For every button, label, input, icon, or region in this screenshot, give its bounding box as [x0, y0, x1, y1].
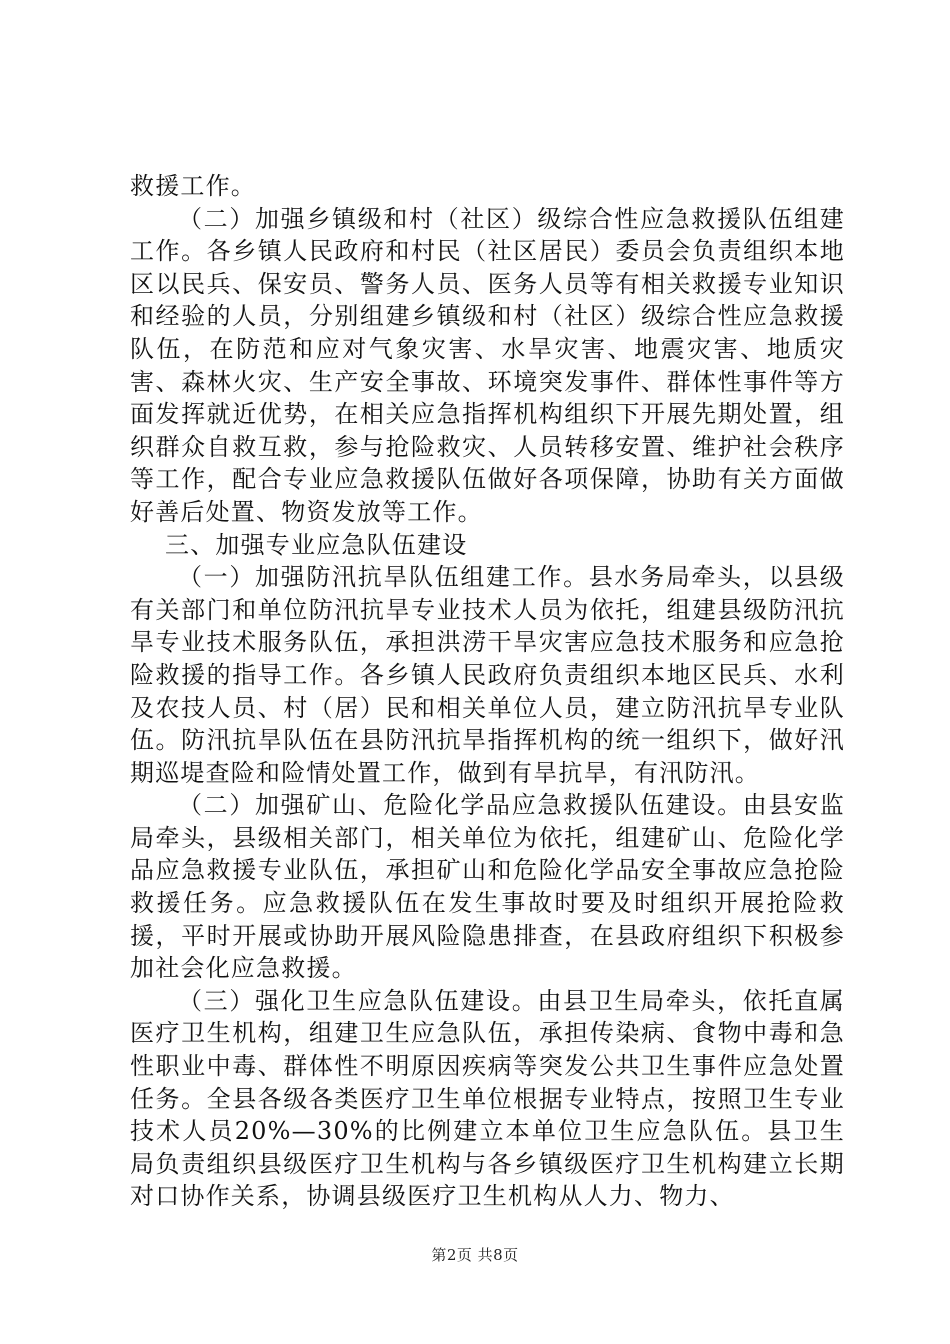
document-body	[130, 170, 845, 1213]
page-number-footer: 第2页 共8页	[431, 1246, 519, 1264]
section-heading-professional-teams: 三、加强专业应急队伍建设	[165, 530, 468, 559]
paragraph-continuation: 救援工作。	[130, 172, 256, 200]
paragraph-township-rescue-teams: （二）加强乡镇级和村（社区）级综合性应急救援队伍组建工作。各乡镇人民政府和村民（社区居民）委员会负责组织本地区以民兵、保安员、警务人员、医务人员等有相关救援专业知识和经验的人员，分别组建乡镇级和村（社区）级综合性应急救援队伍，在防范和应对气象灾害、水旱灾害、地震灾害、地质灾害、森林火灾、生产安全事故、环境突发事件、群体性事件等方面发挥就近优势，在相关应急指挥机构组织下开展先期处置，组织群众自救互救，参与抢险救灾、人员转移安置、维护社会秩序等工作，配合专业应急救援队伍做好各项保障，协助有关方面做好善后处置、物资发放等工作。	[130, 204, 845, 526]
paragraph-flood-drought-teams: （一）加强防汛抗旱队伍组建工作。县水务局牵头，以县级有关部门和单位防汛抗旱专业技术人员为依托，组建县级防汛抗旱专业技术服务队伍，承担洪涝干旱灾害应急技术服务和应急抢险救援的指导工作。各乡镇人民政府负责组织本地区民兵、水利及农技人员、村（居）民和相关单位人员，建立防汛抗旱专业队伍。防汛抗旱队伍在县防汛抗旱指挥机构的统一组织下，做好汛期巡堤查险和险情处置工作，做到有旱抗旱，有汛防汛。	[130, 563, 845, 787]
paragraph-mining-chemical-teams: （二）加强矿山、危险化学品应急救援队伍建设。由县安监局牵头，县级相关部门，相关单位为依托，组建矿山、危险化学品应急救援专业队伍，承担矿山和危险化学品安全事故应急抢险救援任务。应急救援队伍在发生事故时要及时组织开展抢险救援，平时开展或协助开展风险隐患排查，在县政府组织下积极参加社会化应急救援。	[130, 791, 845, 983]
paragraph-health-emergency-teams: （三）强化卫生应急队伍建设。由县卫生局牵头，依托直属医疗卫生机构，组建卫生应急队伍，承担传染病、食物中毒和急性职业中毒、群体性不明原因疾病等突发公共卫生事件应急处置任务。全县各级各类医疗卫生单位根据专业特点，按照卫生专业技术人员20%—30%的比例建立本单位卫生应急队伍。县卫生局负责组织县级医疗卫生机构与各乡镇级医疗卫生机构建立长期对口协作关系，协调县级医疗卫生机构从人力、物力、	[130, 986, 845, 1211]
